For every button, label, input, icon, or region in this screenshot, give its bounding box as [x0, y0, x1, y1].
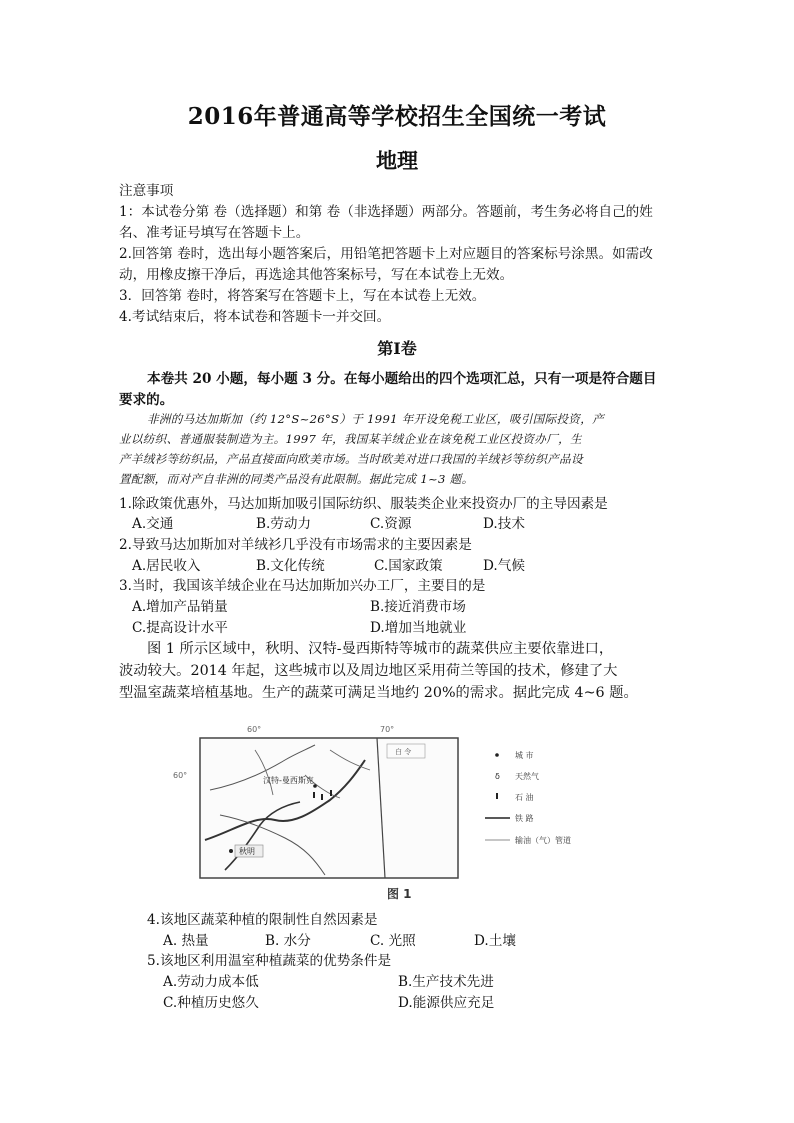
notes-heading: 注意事项	[119, 183, 174, 199]
notes-line: 2.回答第 卷时，选出每小题答案后，用铅笔把答题卡上对应题目的答案标号涂黑。如需改	[119, 246, 653, 262]
option-a: A.增加产品销量	[132, 599, 228, 615]
option-d: D.气候	[483, 558, 525, 574]
notes-line: 1：本试卷分第 卷（选择题）和第 卷（非选择题）两部分。答题前，考生务必将自己的姓	[119, 204, 653, 220]
passage-line: 非洲的马达加斯加（约 12°S~26°S）于 1991 年开设免税工业区，吸引国际投资，产	[147, 412, 604, 426]
passage-line: 波动较大。2014 年起，这些城市以及周边地区采用荷兰等国的技术，修建了大	[119, 663, 618, 679]
section-instruction: 要求的。	[119, 392, 174, 408]
exam-title: 2016年普通高等学校招生全国统一考试	[187, 103, 607, 130]
notes-line: 动，用橡皮擦干净后，再选途其他答案标号，写在本试卷上无效。	[119, 267, 514, 283]
lon-label: 70°	[380, 725, 395, 734]
option-a: A. 热量	[163, 933, 209, 949]
subject-title: 地理	[376, 148, 418, 173]
option-b: B. 水分	[265, 933, 311, 949]
question-stem: 1.除政策优惠外，马达加斯加吸引国际纺织、服装类企业来投资办厂的主导因素是	[119, 496, 608, 512]
notes-line: 名、准考证号填写在答题卡上。	[119, 225, 310, 241]
passage-line: 产羊绒衫等纺织品，产品直接面向欧美市场。当时欧美对进口我国的羊绒衫等纺织产品设	[119, 452, 583, 466]
sheet-label: 白 令	[395, 748, 412, 756]
passage-line: 型温室蔬菜培植基地。生产的蔬菜可满足当地约 20%的需求。据此完成 4~6 题。	[119, 685, 638, 701]
city-label: 秋明	[239, 847, 255, 856]
passage-line: 置配额，而对产自非洲的同类产品没有此限制。据此完成 1~3 题。	[119, 472, 474, 486]
legend-label: 铁 路	[515, 814, 534, 823]
section-title: 第Ⅰ卷	[377, 339, 417, 358]
lat-label: 60°	[173, 771, 188, 780]
option-b: B.劳动力	[256, 516, 312, 532]
question-stem: 3.当时，我国该羊绒企业在马达加斯加兴办工厂，主要目的是	[119, 578, 486, 594]
option-c: C.种植历史悠久	[163, 995, 259, 1011]
map-legend	[485, 750, 571, 845]
option-d: D.增加当地就业	[370, 620, 467, 636]
region-label: 汉特-曼西斯克	[263, 776, 314, 785]
legend-label: 石 油	[515, 793, 534, 802]
oil-icon	[496, 793, 498, 799]
option-d: D.技术	[483, 516, 525, 532]
option-d: D.土壤	[474, 933, 516, 949]
city-dot-icon	[229, 849, 233, 853]
option-c: C.资源	[370, 516, 412, 532]
option-a: A.交通	[132, 516, 174, 532]
option-c: C.提高设计水平	[132, 620, 228, 636]
notes-line: 4.考试结束后，将本试卷和答题卡一并交回。	[119, 309, 391, 325]
option-a: A.劳动力成本低	[163, 974, 259, 990]
city-dot-icon	[313, 784, 317, 788]
oil-icon	[321, 794, 323, 800]
option-a: A.居民收入	[132, 558, 201, 574]
question-stem: 2.导致马达加斯加对羊绒衫几乎没有市场需求的主要因素是	[119, 537, 472, 553]
city-dot-icon	[495, 753, 499, 757]
legend-label: 城 市	[515, 751, 534, 760]
notes-line: 3．回答第 卷时，将答案写在答题卡上，写在本试卷上无效。	[119, 288, 486, 304]
option-b: B.生产技术先进	[398, 974, 494, 990]
option-c: C. 光照	[370, 933, 416, 949]
oil-icon	[330, 790, 332, 796]
legend-label: 天然气	[515, 772, 539, 781]
option-c: C.国家政策	[374, 558, 443, 574]
question-stem: 5.该地区利用温室种植蔬菜的优势条件是	[147, 953, 392, 969]
passage-line: 图 1 所示区域中，秋明、汉特-曼西斯特等城市的蔬菜供应主要依靠进口，	[147, 641, 614, 657]
lon-label: 60°	[247, 725, 262, 734]
legend-label: 输油（气）管道	[515, 836, 571, 845]
option-d: D.能源供应充足	[398, 995, 495, 1011]
section-instruction: 本卷共 20 小题，每小题 3 分。在每小题给出的四个选项汇总，只有一项是符合题目	[147, 371, 657, 387]
oil-icon	[313, 792, 315, 798]
gas-icon: δ	[495, 772, 500, 781]
option-b: B.文化传统	[256, 558, 325, 574]
figure-1-map	[165, 720, 625, 915]
passage-line: 业以纺织、普通服装制造为主。1997 年，我国某羊绒企业在该免税工业区投资办厂，生	[119, 432, 582, 446]
option-b: B.接近消费市场	[370, 599, 466, 615]
question-stem: 4.该地区蔬菜种植的限制性自然因素是	[147, 912, 378, 928]
figure-caption: 图 1	[387, 887, 412, 901]
